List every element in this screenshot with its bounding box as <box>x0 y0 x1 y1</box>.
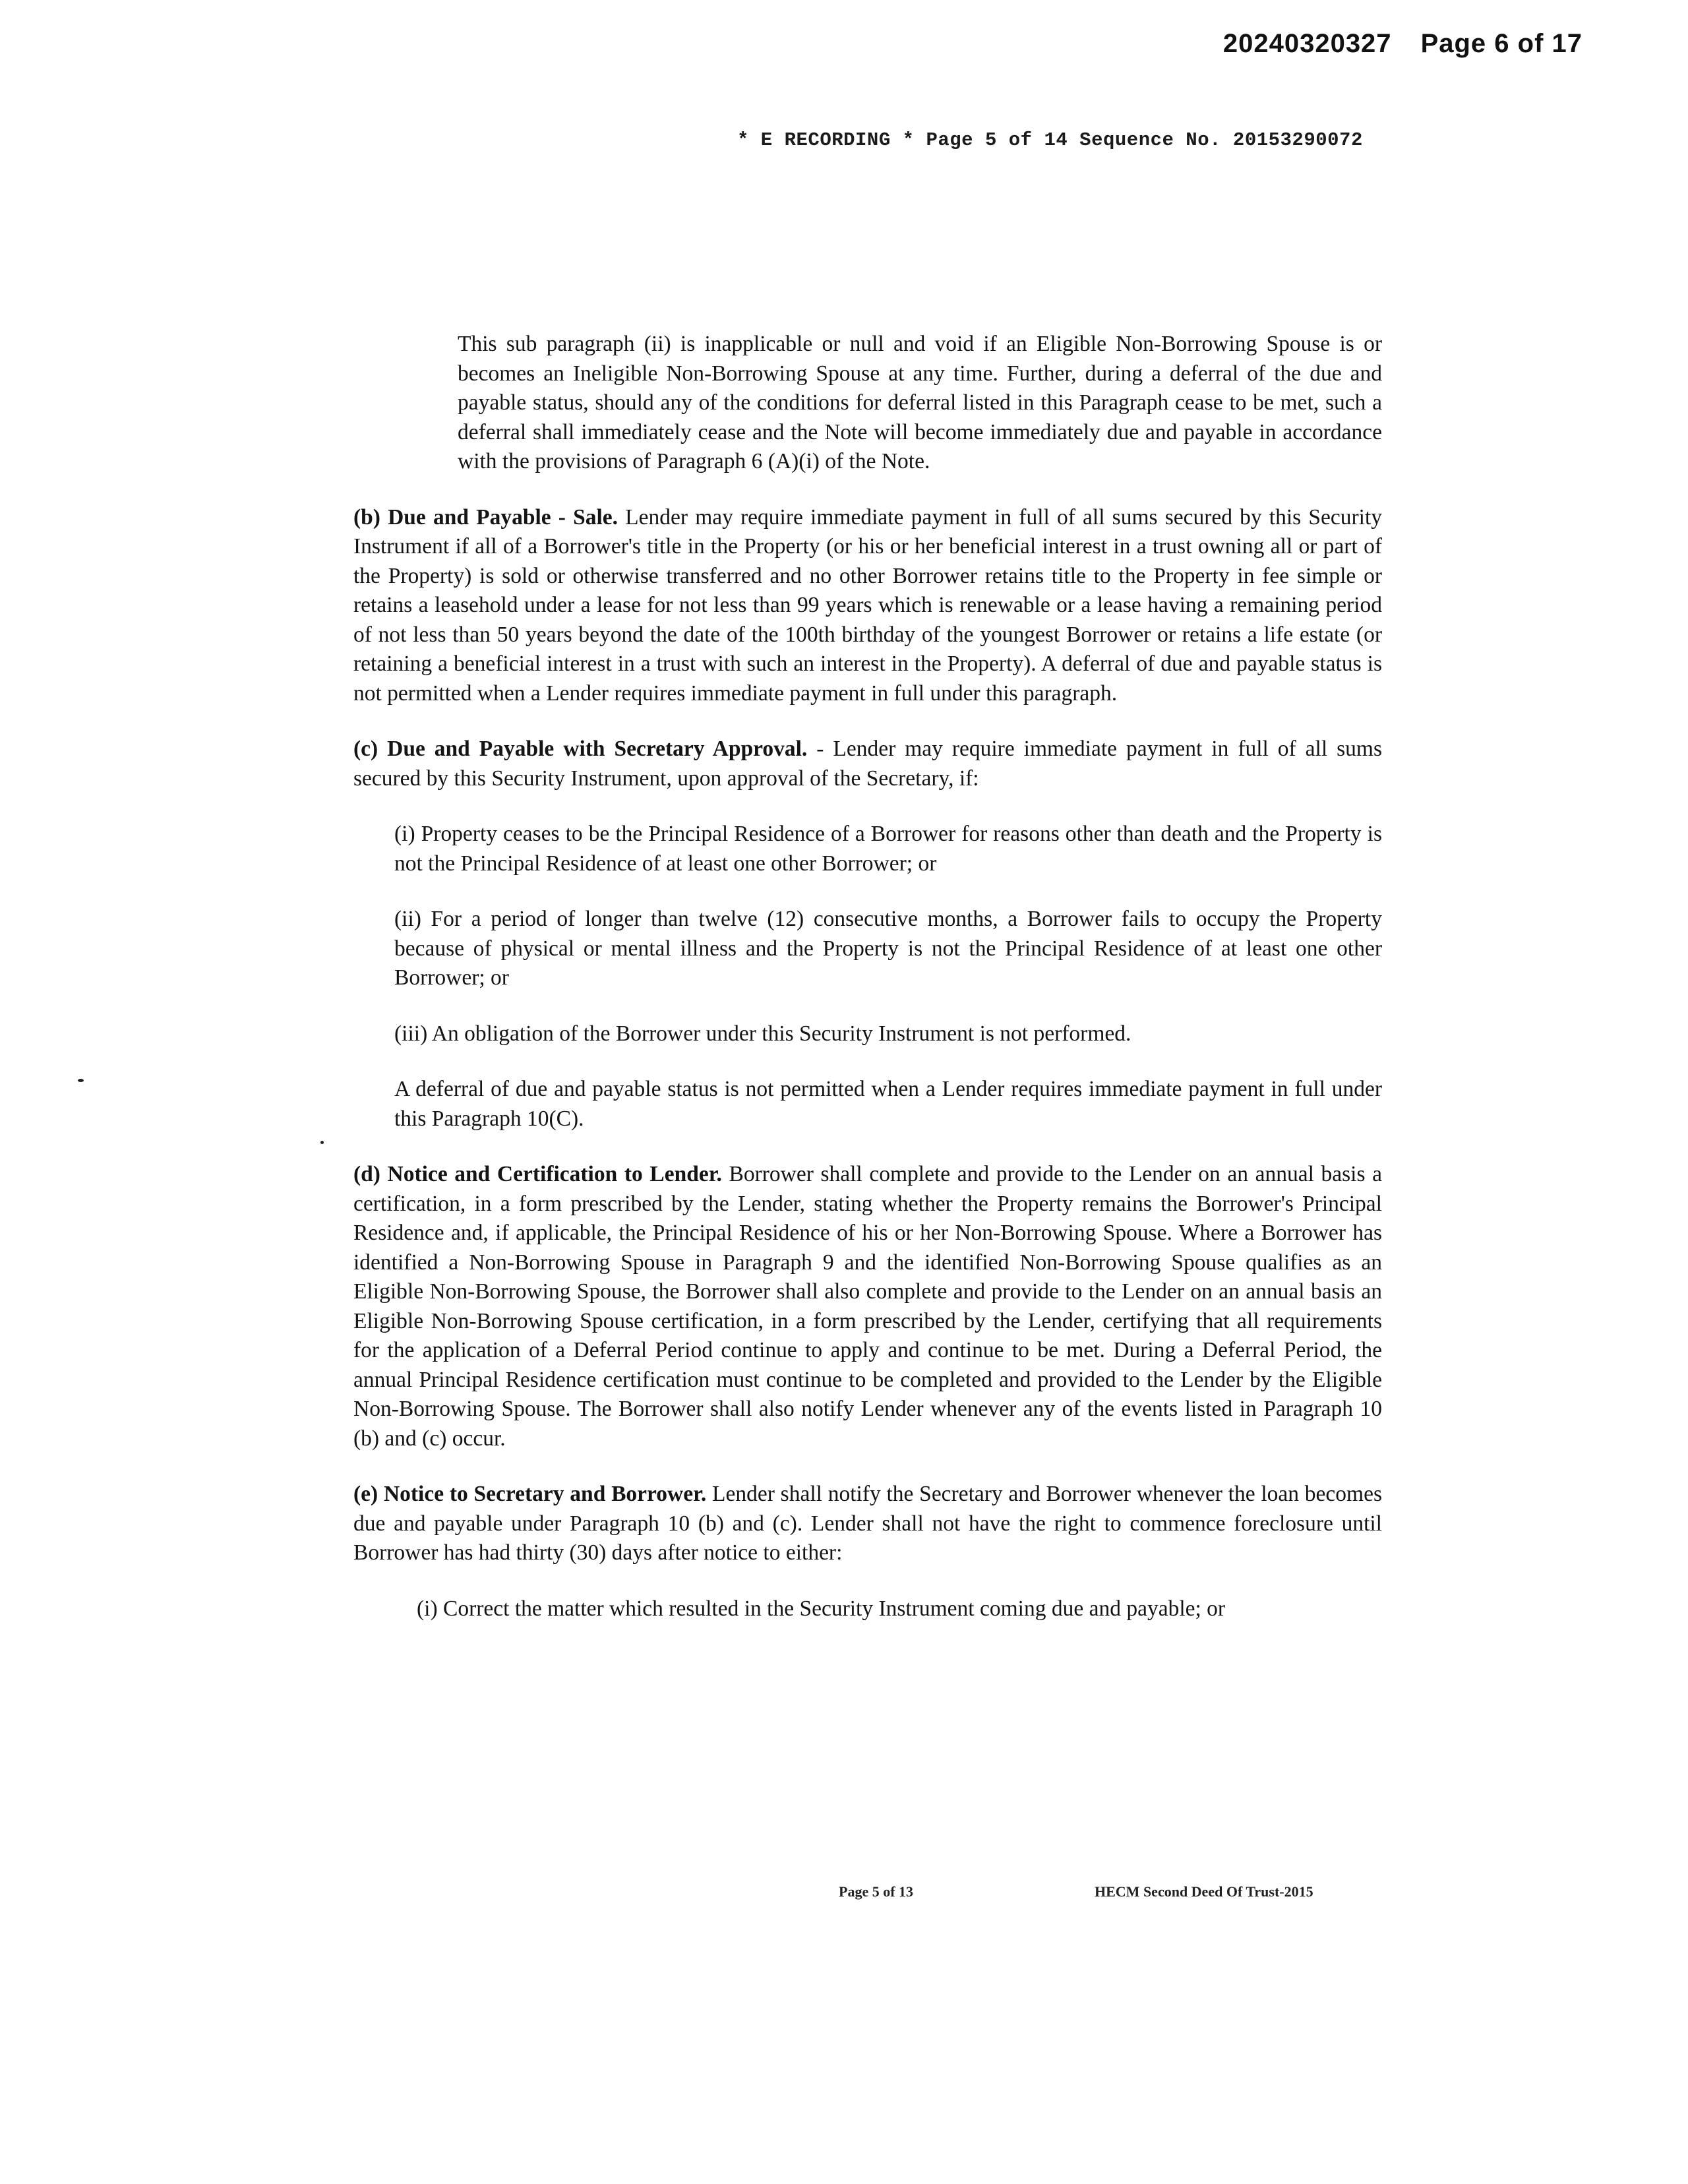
paragraph-e-i: (i) Correct the matter which resulted in the Security Instrument coming due and payable; or <box>417 1596 1226 1621</box>
paragraph-d-text: Borrower shall complete and provide to the Lender on an annual basis a certification, in a form prescribed by the Lender, stating whether the Property remains the Borrower's Principal Residence and, if applicable, the Principal Residence of his or her Non-Borrowing Spouse. Where a Borrower has identified a Non-Borrowing Spouse in Paragraph 9 and the identified Non-Borrowing Spouse qualifies as an Eligible Non-Borrowing Spouse, the Borrower shall also complete and provide to the Lender on an annual basis an Eligible Non-Borrowing Spouse certification, in a form prescribed by the Lender, certifying that all requirements for the application of a Deferral Period continue to apply and continue to be met. During a Deferral Period, the annual Principal Residence certification must continue to be completed and provided to the Lender by the Eligible Non-Borrowing Spouse. The Borrower shall also notify Lender whenever any of the events listed in Paragraph 10 (b) and (c) occur. <box>353 1162 1382 1451</box>
footer-page-number: Page 5 of 13 <box>839 1883 914 1900</box>
footer-form-name: HECM Second Deed Of Trust-2015 <box>1095 1883 1313 1900</box>
scan-speck <box>320 1141 324 1144</box>
paragraph-c-i: (i) Property ceases to be the Principal Residence of a Borrower for reasons other than death and the Property is not the Principal Residence of at least one other Borrower; or <box>394 822 1382 876</box>
recording-stamp-line: * E RECORDING * Page 5 of 14 Sequence No. 20153290072 <box>737 129 1363 151</box>
paragraph-e-text: Lender shall notify the Secretary and Borrower whenever the loan becomes due and payable under Paragraph 10 (b) and (c). Lender shall not have the right to commence foreclosure until Borrower has had thirty (30) days after notice to either: <box>353 1482 1382 1565</box>
paragraph-c <box>353 735 1382 793</box>
paragraph-b <box>353 503 1382 709</box>
paragraph-b-text: Lender may require immediate payment in full of all sums secured by this Security Instrument if all of a Borrower's title in the Property (or his or her beneficial interest in a trust owning all or part of the Property) is sold or otherwise transferred and no other Borrower retains title to the Property in fee simple or retains a leasehold under a lease for not less than 99 years which is renewable or a lease having a remaining period of not less than 50 years beyond the date of the 100th birthday of the youngest Borrower or retains a life estate (or retaining a beneficial interest in a trust with such an interest in the Property). A deferral of due and payable status is not permitted when a Lender requires immediate payment in full under this paragraph. <box>353 504 1382 706</box>
paragraph-b-heading: (b) Due and Payable - Sale. <box>353 504 618 530</box>
paragraph-c-deferral: A deferral of due and payable status is not permitted when a Lender requires immediate payment in full under this Paragraph 10(C). <box>394 1077 1382 1131</box>
paragraph-d <box>353 1160 1382 1453</box>
paragraph-c-iii: (iii) An obligation of the Borrower under this Security Instrument is not performed. <box>394 1021 1131 1046</box>
paragraph-e-heading: (e) Notice to Secretary and Borrower. <box>353 1482 707 1506</box>
document-body <box>353 330 1382 1650</box>
document-number: 20240320327 <box>1222 29 1392 58</box>
paragraph-c-ii: (ii) For a period of longer than twelve (12) consecutive months, a Borrower fails to occupy the Property because of physical or mental illness and the Property is not the Principal Residence of at least one other Borrower; or <box>394 907 1382 990</box>
paragraph-e <box>353 1480 1382 1568</box>
paragraph-d-heading: (d) Notice and Certification to Lender. <box>353 1162 722 1186</box>
paragraph-ii-continuation: This sub paragraph (ii) is inapplicable or null and void if an Eligible Non-Borrowing Spouse is or becomes an Ineligible Non-Borrowing Spouse at any time. Further, during a deferral of the due and payable status, should any of the conditions for deferral listed in this Paragraph cease to be met, such a deferral shall immediately cease and the Note will become immediately due and payable in accordance with the provisions of Paragraph 6 (A)(i) of the Note. <box>458 332 1382 473</box>
page-indicator: Page 6 of 17 <box>1420 29 1582 58</box>
scan-speck <box>78 1079 84 1082</box>
paragraph-c-text: - Lender may require immediate payment in full of all sums secured by this Security Instrument, upon approval of the Secretary, if: <box>353 737 1383 791</box>
paragraph-c-heading: (c) Due and Payable with Secretary Approval. <box>353 737 808 761</box>
document-header <box>1223 29 1582 59</box>
